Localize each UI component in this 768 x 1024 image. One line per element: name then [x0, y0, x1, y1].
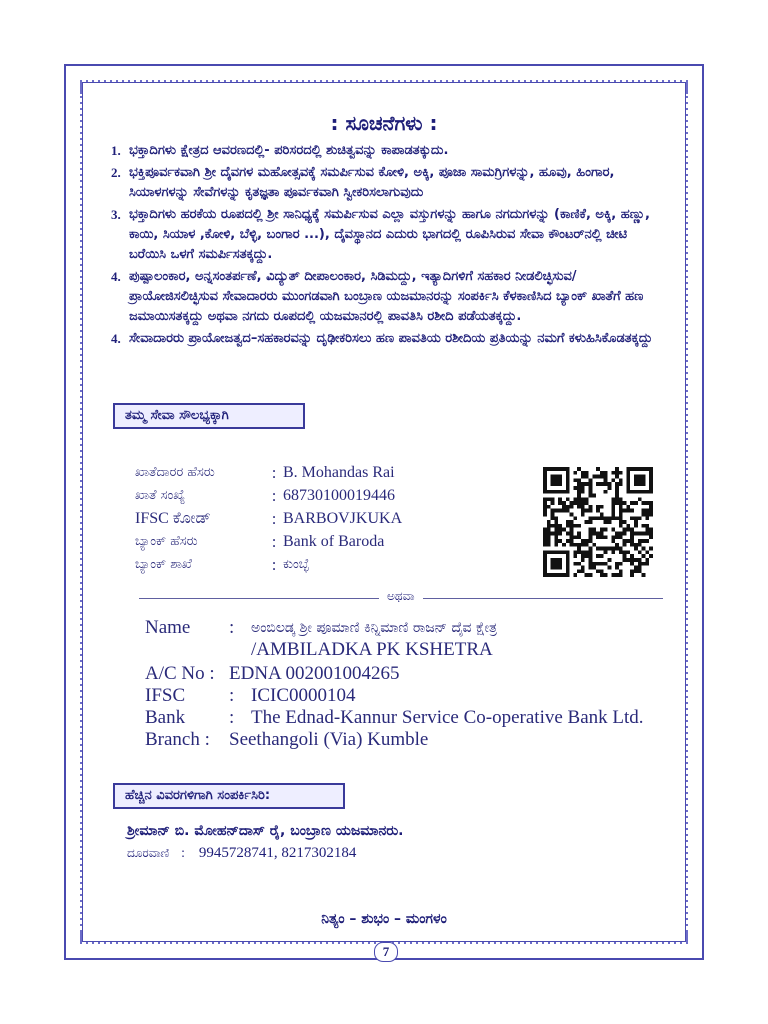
or-label: ಅಥವಾ: [387, 589, 415, 603]
account-row: [135, 507, 402, 530]
colon: :: [229, 707, 235, 728]
account-label: ಖಾತೆದಾರರ ಹೆಸರು: [135, 465, 215, 480]
instruction-item: [111, 141, 665, 161]
account-row: [145, 663, 644, 685]
divider-line: [139, 598, 379, 599]
page-number: 7: [374, 942, 398, 962]
ifsc-code: ICIC0000104: [251, 685, 356, 706]
divider-line: [423, 598, 663, 599]
account-label: ಬ್ಯಾಂಕ್ ಹೆಸರು: [135, 534, 198, 549]
account-label: IFSC ಕೋಡ್: [135, 509, 211, 527]
bank-name: The Ednad-Kannur Service Co-operative Bank Ltd.: [251, 707, 644, 728]
bank-label: Bank: [145, 707, 186, 728]
account-holder-name: B. Mohandas Rai: [283, 463, 395, 481]
colon: :: [271, 532, 277, 551]
contact-phone-row: [127, 845, 403, 862]
instruction-text: ಸೇವಾದಾರರು ಪ್ರಾಯೋಜತ್ವದ–ಸಹಕಾರವನ್ನು ದೃಢೀಕರಿಸಲು ಹಣ ಪಾವತಿಯ ರಶೀದಿಯ ಪ್ರತಿಯನ್ನು ನಮಗೆ ಕಳುಹಿಸಿಕೊಡತಕ್ಕದ್ದು: [129, 331, 653, 346]
account-row: [145, 617, 644, 639]
account-label: ಖಾತೆ ಸಂಖ್ಯೆ: [135, 488, 186, 503]
colon: :: [181, 846, 186, 860]
account-row: [145, 707, 644, 729]
account-name-english: /AMBILADKA PK KSHETRA: [251, 639, 493, 660]
account-number: 68730100019446: [283, 486, 395, 504]
colon: :: [229, 685, 235, 706]
account-row: [145, 639, 644, 661]
account-row: [135, 461, 402, 484]
account-details-primary: [135, 461, 402, 576]
account-row: [145, 729, 644, 751]
colon: :: [271, 555, 277, 574]
contact-info: [127, 823, 403, 862]
qr-code-icon: [543, 467, 653, 577]
footer-blessing: ನಿತ್ಯಂ – ಶುಭಂ – ಮಂಗಳಂ: [321, 911, 447, 927]
acno-label: A/C No :: [145, 663, 215, 684]
section-heading-service: ತಮ್ಮ ಸೇವಾ ಸೌಲಭ್ಯಕ್ಕಾಗಿ: [113, 403, 305, 429]
instruction-number: 3.: [111, 207, 121, 222]
instruction-text: ಭಕ್ತಾದಿಗಳು ಕ್ಷೇತ್ರದ ಆವರಣದಲ್ಲಿ- ಪರಿಸರದಲ್ಲಿ ಶುಚಿತ್ವವನ್ನು ಕಾಪಾಡತಕ್ಕುದು.: [129, 143, 449, 158]
account-details-secondary: [145, 617, 644, 751]
contact-name: ಶ್ರೀಮಾನ್ ಬಿ. ಮೋಹನ್‌ದಾಸ್ ರೈ, ಬಂಬ್ರಾಣ ಯಜಮಾನರು.: [127, 823, 404, 839]
instruction-text: ಪುಷ್ಪಾಲಂಕಾರ, ಅನ್ನಸಂತರ್ಪಣೆ, ವಿದ್ಯುತ್ ದೀಪಾಲಂಕಾರ, ಸಿಡಿಮದ್ದು, ಇತ್ಯಾದಿಗಳಿಗೆ ಸಹಕಾರ ನೀಡಲಿಚ್ಛಿಸುವ/ಪ್ರಾಯೋಜಿಸಲಿಚ್ಛಿಸುವ ಸೇವಾದಾರರು ಮುಂಗಡವಾಗಿ ಬಂಬ್ರಾಣ ಯಜಮಾನರನ್ನು ಸಂಪರ್ಕಿಸಿ ಕೆಳಕಾಣಿಸಿದ ಬ್ಯಾಂಕ್ ಖಾತೆಗೆ ಹಣ ಜಮಾಯಿಸತಕ್ಕದ್ದು ಅಥವಾ ನಗದು ರೂಪದಲ್ಲಿ ಯಜಮಾನರಲ್ಲಿ ಪಾವತಿಸಿ ರಶೀದಿ ಪಡೆಯತಕ್ಕದ್ದು.: [129, 269, 644, 324]
account-row: [135, 530, 402, 553]
account-name-kannada: ಅಂಬಿಲಡ್ಕ ಶ್ರೀ ಪೂಮಾಣಿ ಕಿನ್ನಿಮಾಣಿ ರಾಜನ್ ದೈವ ಕ್ಷೇತ್ರ: [251, 620, 498, 636]
colon: :: [271, 486, 277, 505]
account-row: [135, 553, 402, 576]
bank-branch: Seethangoli (Via) Kumble: [229, 729, 429, 750]
bank-name: Bank of Baroda: [283, 532, 385, 550]
page-title: : ಸೂಚನೆಗಳು :: [330, 111, 438, 135]
instruction-item: [111, 329, 665, 349]
instruction-number: 1.: [111, 143, 121, 158]
instruction-item: [111, 267, 665, 327]
colon: :: [229, 617, 235, 638]
instruction-number: 2.: [111, 165, 121, 180]
instruction-number: 4.: [111, 269, 121, 284]
account-row: [135, 484, 402, 507]
instruction-item: [111, 205, 665, 265]
instruction-item: [111, 163, 665, 203]
account-number: EDNA 002001004265: [229, 663, 400, 684]
account-label: ಬ್ಯಾಂಕ್ ಶಾಖೆ: [135, 557, 192, 572]
branch-label: Branch :: [145, 729, 210, 750]
instruction-text: ಭಕ್ತಾದಿಗಳು ಹರಕೆಯ ರೂಪದಲ್ಲಿ ಶ್ರೀ ಸಾನಿಧ್ಯಕ್ಕೆ ಸಮರ್ಪಿಸುವ ಎಲ್ಲಾ ವಸ್ತುಗಳನ್ನು ಹಾಗೂ ನಗದುಗಳನ್ನು (ಕಾಣಿಕೆ, ಅಕ್ಕಿ, ಹಣ್ಣು, ಕಾಯಿ, ಸಿಯಾಳ ,ಕೋಳಿ, ಬೆಳ್ಳಿ, ಬಂಗಾರ ...), ದೈವಸ್ಥಾನದ ಎದುರು ಭಾಗದಲ್ಲಿ ರೂಪಿಸಿರುವ ಸೇವಾ ಕೌಂಟರ್‌ನಲ್ಲಿ ಚೀಟಿ ಬರೆಯಿಸಿ ಒಳಗೆ ಸಮರ್ಪಿಸತಕ್ಕದ್ದು.: [129, 207, 650, 262]
account-row: [145, 685, 644, 707]
instructions-list: [111, 141, 665, 351]
page-content: [82, 82, 686, 942]
ifsc-label: IFSC: [145, 685, 186, 706]
or-divider: [139, 589, 663, 607]
instruction-number: 4.: [111, 331, 121, 346]
colon: :: [271, 509, 277, 528]
section-heading-contact: ಹೆಚ್ಚಿನ ವಿವರಗಳಿಗಾಗಿ ಸಂಪರ್ಕಿಸಿರಿ:: [113, 783, 345, 809]
phone-numbers: 9945728741, 8217302184: [198, 845, 357, 861]
ifsc-code: BARBOVJKUKA: [283, 509, 403, 527]
bank-branch: ಕುಂಬ್ಳೆ: [283, 557, 309, 572]
colon: :: [271, 463, 277, 482]
phone-label: ದೂರವಾಣಿ: [127, 846, 170, 860]
name-label: Name: [145, 617, 191, 638]
instruction-text: ಭಕ್ತಿಪೂರ್ವಕವಾಗಿ ಶ್ರೀ ದೈವಗಳ ಮಹೋತ್ಸವಕ್ಕೆ ಸಮರ್ಪಿಸುವ ಕೋಳಿ, ಅಕ್ಕಿ, ಪೂಜಾ ಸಾಮಗ್ರಿಗಳನ್ನು, ಹೂವು, ಹಿಂಗಾರ, ಸಿಯಾಳಗಳನ್ನು ಸೇವೆಗಳನ್ನು ಕೃತಜ್ಞತಾ ಪೂರ್ವಕವಾಗಿ ಸ್ವೀಕರಿಸಲಾಗುವುದು: [129, 165, 615, 200]
page-border: [64, 64, 704, 960]
